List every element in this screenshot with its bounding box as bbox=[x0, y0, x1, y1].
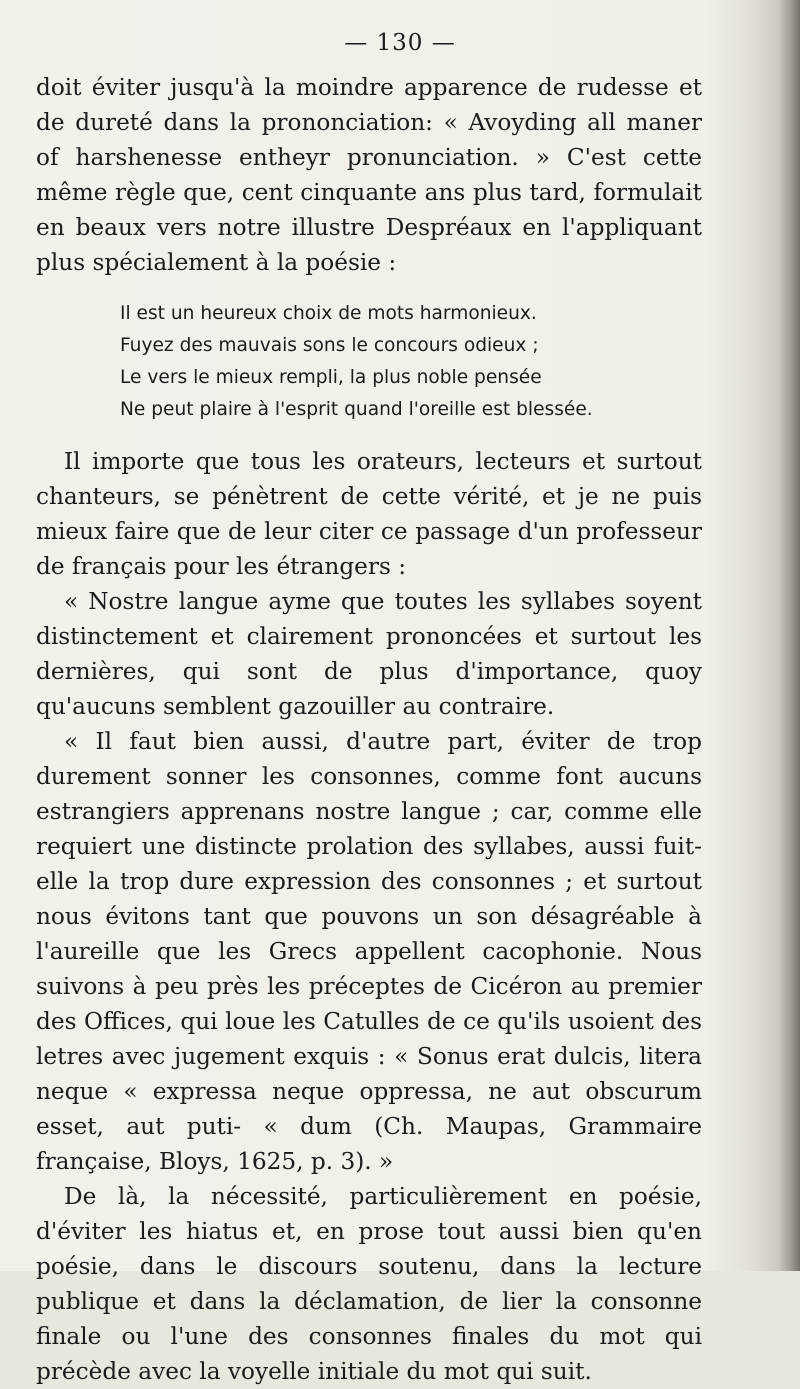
paragraph-4: « Il faut bien aussi, d'autre part, éviter de trop durement sonner les consonnes, comme font aucuns estrangiers apprenans nostre langue ; car, comme elle requiert une distincte prolation des syllabes, aussi fuit-elle la trop dure expression des consonnes ; et surtout nous évitons tant que pouvons un son désagréable à l'aureille que les Grecs appellent cacophonie. Nous suivons à peu près les préceptes de Cicéron au premier des Offices, qui loue les Catulles de ce qu'ils usoient des letres avec jugement exquis : « Sonus erat dulcis, litera neque « expressa neque oppressa, ne aut obscurum esset, aut puti- « dum (Ch. Maupas, Grammaire française, Bloys, 1625, p. 3). » bbox=[36, 728, 702, 1175]
page-number: — 130 — bbox=[344, 30, 456, 56]
verse-line-4: Ne peut plaire à l'esprit quand l'oreille est blessée. bbox=[120, 399, 593, 420]
verse-line-2: Fuyez des mauvais sons le concours odieux ; bbox=[120, 335, 539, 356]
verse-line-1: Il est un heureux choix de mots harmonieux. bbox=[120, 303, 537, 324]
verse-line-3: Le vers le mieux rempli, la plus noble pensée bbox=[120, 367, 542, 388]
page-body bbox=[36, 70, 702, 1389]
page-edge-shadow bbox=[778, 0, 800, 1271]
paragraph-1: doit éviter jusqu'à la moindre apparence de rudesse et de dureté dans la prononciation: « Avoyding all maner of harshenesse entheyr pronunciation. » C'est cette même règle que, cent cinquante ans plus tard, formulait en beaux vers notre illustre Despréaux en l'appliquant plus spécialement à la poésie : bbox=[36, 74, 702, 276]
verse-quotation bbox=[120, 298, 702, 426]
paragraph-5: De là, la nécessité, particulièrement en poésie, d'éviter les hiatus et, en prose tout aussi bien qu'en poésie, dans le discours soutenu, dans la lecture publique et dans la déclamation, de lier la consonne finale ou l'une des consonnes finales du mot qui précède avec la voyelle initiale du mot qui suit. bbox=[36, 1183, 702, 1385]
paragraph-3: « Nostre langue ayme que toutes les syllabes soyent distinctement et clairement prononcées et surtout les dernières, qui sont de plus d'importance, quoy qu'aucuns semblent gazouiller au contraire. bbox=[36, 588, 702, 720]
paragraph-2: Il importe que tous les orateurs, lecteurs et surtout chanteurs, se pénètrent de cette vérité, et je ne puis mieux faire que de leur citer ce passage d'un professeur de français pour les étrangers : bbox=[36, 448, 702, 580]
